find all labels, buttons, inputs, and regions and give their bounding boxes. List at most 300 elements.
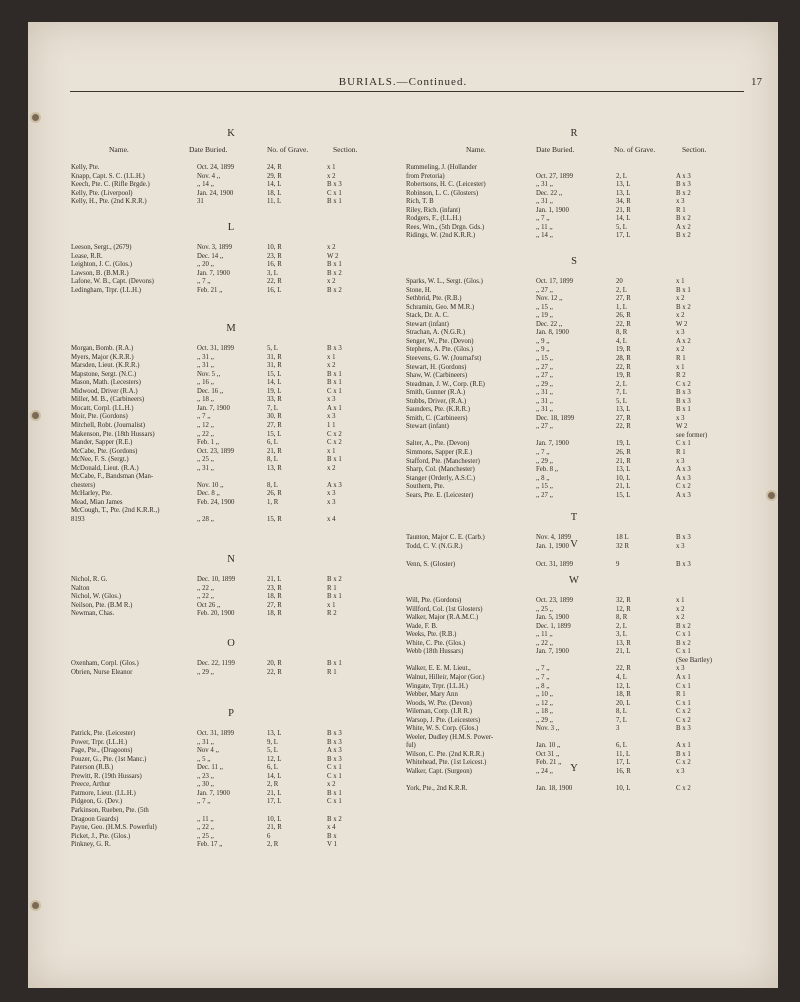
entry-section: C x 2 xyxy=(327,439,342,447)
burial-row xyxy=(406,207,742,215)
entry-date: ,, 7 ,, xyxy=(197,278,211,286)
burial-row xyxy=(406,287,742,295)
entry-date: Jan. 24, 1900 xyxy=(197,189,234,197)
entry-date: Oct. 23, 1899 xyxy=(536,597,574,604)
entry-grave: 21, R xyxy=(616,206,631,214)
entry-name: McHarley, Pte. xyxy=(71,490,112,498)
section-letter: S xyxy=(571,256,577,267)
entry-section: B x 3 xyxy=(327,345,342,352)
entry-section: B x 1 xyxy=(327,370,342,378)
entry-name: Stafford, Pte. (Manchester) xyxy=(406,457,480,465)
entry-name: Myers, Major (K.R.R.) xyxy=(71,353,134,361)
punch-hole xyxy=(768,492,775,499)
entry-name: Kelly, H., Pte. (2nd K.R.R.) xyxy=(71,198,147,206)
entry-grave: 32 R xyxy=(616,542,630,550)
entry-name: Nichol, W. (Glos.) xyxy=(71,593,122,601)
entry-date: ,, 31 ,, xyxy=(197,362,214,370)
entry-section: W 2 xyxy=(676,423,688,431)
burial-row xyxy=(71,371,391,379)
right-column xyxy=(406,98,742,948)
entry-date: Jan. 5, 1900 xyxy=(536,614,569,622)
entry-grave: 14, L xyxy=(616,215,631,223)
entry-date: Nov. 4 ,, xyxy=(197,172,221,180)
entry-name: Woods, W. Pte. (Devon) xyxy=(406,699,472,707)
entry-date: Nov. 4, 1899 xyxy=(536,534,572,541)
entry-section: B x 2 xyxy=(676,232,691,240)
entry-name: Rich, T. B xyxy=(406,198,434,206)
burial-row xyxy=(406,648,742,656)
entry-name: Stephens, A. Pte. (Glos.) xyxy=(406,346,474,354)
entry-date: ,, 27 ,, xyxy=(536,423,553,431)
entry-section: x 2 xyxy=(676,346,685,354)
burial-row xyxy=(71,473,391,481)
entry-date: Nov. 5 ,, xyxy=(197,370,221,378)
entry-date: ,, 29 ,, xyxy=(536,457,553,465)
entry-name: Walker, Capt. (Surgeon) xyxy=(406,768,472,775)
burial-row xyxy=(71,198,391,206)
entry-date: Oct. 23, 1899 xyxy=(197,447,235,455)
entry-date: Dec. 1, 1899 xyxy=(536,622,571,630)
entry-grave: 8, L xyxy=(267,456,278,464)
entry-name: Mapstone, Sergt. (N.C.) xyxy=(71,370,137,378)
entry-name: Paterson (R.B.) xyxy=(71,764,114,772)
entry-grave: 32, R xyxy=(616,597,631,604)
burial-row xyxy=(406,466,742,474)
entry-section: C x 1 xyxy=(327,798,342,806)
burial-row xyxy=(71,278,391,286)
burial-row xyxy=(71,516,391,524)
entry-grave: 16, R xyxy=(616,768,631,775)
entry-section: x 2 xyxy=(327,278,336,286)
entry-section: x 4 xyxy=(327,824,336,832)
entry-grave: 29, R xyxy=(267,172,282,180)
entry-section: A x 1 xyxy=(327,404,342,412)
entry-name: Willford, Col. (1st Glosters) xyxy=(406,605,483,613)
section-letter: K xyxy=(227,128,235,139)
entry-section: x 2 xyxy=(676,605,685,613)
entry-grave: 21, L xyxy=(267,789,282,797)
entry-name: Smith, Gunner (R.A.) xyxy=(406,389,466,397)
entry-date: Dec. 10, 1899 xyxy=(197,576,236,583)
entry-section: x 1 xyxy=(676,363,685,371)
entry-grave: 33, R xyxy=(267,396,282,404)
entry-section: x 2 xyxy=(327,464,336,472)
entry-section: C x 1 xyxy=(327,764,342,772)
burial-row xyxy=(71,824,391,832)
entry-date: ,, 10 ,, xyxy=(536,691,553,699)
burial-row xyxy=(406,606,742,614)
entry-section: x 1 xyxy=(327,353,336,361)
entry-date: Jan. 7, 1900 xyxy=(197,789,230,797)
burial-row xyxy=(406,657,742,665)
entry-name: Simmons, Sapper (R.E.) xyxy=(406,449,473,456)
entry-name: Prewitt, R. (19th Hussars) xyxy=(71,772,142,780)
entry-grave: 21, L xyxy=(267,576,282,583)
entry-name: Stewart, H. (Gordons) xyxy=(406,363,467,371)
entry-date: Dec. 11 ,, xyxy=(197,764,223,772)
entry-grave: 10, L xyxy=(616,785,631,792)
entry-grave: 6, L xyxy=(267,439,278,447)
entry-name: Wade, F. B. xyxy=(406,622,438,630)
entry-section: x 3 xyxy=(676,414,685,422)
entry-grave: 13, L xyxy=(616,181,631,189)
entry-section: C x 1 xyxy=(327,189,342,197)
entry-section: x 2 xyxy=(327,172,336,180)
entry-grave: 10, R xyxy=(267,244,282,251)
entry-grave: 5, L xyxy=(616,397,627,405)
entry-date: Oct 26 ,, xyxy=(197,601,221,609)
entry-date: ,, 31 ,, xyxy=(197,738,214,746)
entry-name: Neilson, Pte. (B.M R.) xyxy=(71,601,133,609)
entry-grave: 7, L xyxy=(267,404,278,412)
entry-name: Robertsons, H. C. (Leicester) xyxy=(406,181,486,189)
entry-grave: 20 xyxy=(616,278,623,285)
entry-date: ,, 22 ,, xyxy=(197,430,214,438)
entry-date: ,, 15 ,, xyxy=(536,303,553,311)
entry-section: R 1 xyxy=(327,584,337,592)
entry-name: Knapp, Capt. S. C. (I.L.H.) xyxy=(71,172,145,180)
entry-date: ,, 15 ,, xyxy=(536,483,553,491)
entry-date: Feb. 17 ,, xyxy=(197,841,223,849)
entry-section: A x 3 xyxy=(676,172,691,180)
entry-grave: 22, R xyxy=(616,320,631,328)
entry-date: Jan. 8, 1900 xyxy=(536,329,569,337)
entry-name: Shaw, W. (Carbineers) xyxy=(406,372,468,380)
entry-name: Schramin, Geo. M M.R.) xyxy=(406,303,475,311)
entry-date: Dec. 18, 1899 xyxy=(536,414,575,422)
entry-date: ,, 29 ,, xyxy=(536,380,553,388)
entry-section: x 3 xyxy=(676,768,685,775)
entry-name: Pinkney, G. R. xyxy=(71,841,111,849)
entry-name: Rummeling, J. (Hollander xyxy=(406,164,477,171)
entry-date: ,, 29 ,, xyxy=(536,716,553,724)
entry-grave: 10, L xyxy=(267,815,282,823)
entry-grave: 13, R xyxy=(267,464,282,472)
document-page xyxy=(28,22,778,988)
entry-name: Lafone, W. B., Capt. (Devons) xyxy=(71,278,154,286)
entry-section: A x 3 xyxy=(676,474,691,482)
entry-date: ,, 22 ,, xyxy=(197,824,214,832)
entry-name: Keech, Pte. C. (Rifle Brgde.) xyxy=(71,181,150,189)
burial-row xyxy=(406,389,742,397)
entry-date: ,, 31 ,, xyxy=(536,406,553,414)
entry-grave: 21, R xyxy=(267,447,282,455)
entry-grave: 27, R xyxy=(616,295,631,303)
entry-name: Riley, Rich. (infant) xyxy=(406,206,461,214)
section-letter: L xyxy=(227,222,235,233)
burial-row xyxy=(406,329,742,337)
burial-row xyxy=(71,465,391,473)
entry-name: Kelly, Pte. (Liverpool) xyxy=(71,189,133,197)
entry-section: V 1 xyxy=(327,841,337,849)
entry-name: 8193 xyxy=(71,516,85,523)
entry-section: C x 2 xyxy=(676,380,691,388)
entry-name: Marsden, Lieut. (K.R.R.) xyxy=(71,362,140,370)
entry-name: Page, Pte., (Dragoons) xyxy=(71,747,133,755)
entry-grave: 27, R xyxy=(267,601,282,609)
punch-hole xyxy=(32,412,39,419)
entry-name: Lawson, B. (B.M.R.) xyxy=(71,269,129,277)
burial-row xyxy=(406,278,742,286)
burial-row xyxy=(71,730,391,738)
entry-grave: 4, L xyxy=(616,337,627,345)
entry-grave: 21, L xyxy=(616,648,631,656)
entry-date: Jan. 1, 1900 xyxy=(536,542,569,550)
burial-row xyxy=(71,781,391,789)
entry-name: Picket, J., Pte. (Glos.) xyxy=(71,832,131,840)
entry-grave: 13, L xyxy=(616,466,631,474)
entry-name: Southern, Pte. xyxy=(406,483,445,491)
entry-grave: 22, R xyxy=(616,423,631,431)
entry-date: ,, 31 ,, xyxy=(197,353,214,361)
entry-grave: 3, L xyxy=(267,269,278,277)
burial-row xyxy=(71,270,391,278)
burial-row xyxy=(71,422,391,430)
column-headers xyxy=(406,145,742,155)
entry-name: from Pretoria) xyxy=(406,172,445,180)
entry-grave: 26, R xyxy=(267,490,282,498)
entry-section: C x 1 xyxy=(327,772,342,780)
entry-date: ,, 7 ,, xyxy=(197,413,211,421)
burial-row xyxy=(406,614,742,622)
entry-name: Smith, C. (Carbineers) xyxy=(406,414,468,422)
burial-row xyxy=(71,756,391,764)
entry-grave: 26, R xyxy=(616,449,631,456)
entry-name: Sparks, W. L., Sergt. (Glos.) xyxy=(406,278,483,285)
entry-grave: 12, R xyxy=(616,605,631,613)
entry-name: Lease, R.R. xyxy=(71,252,103,260)
entry-date: Oct. 31, 1899 xyxy=(197,730,235,737)
entry-name: Saunders, Pte. (K.R.R.) xyxy=(406,406,470,414)
entry-section: B x 3 xyxy=(676,389,691,397)
entry-date: Dec. 8 ,, xyxy=(197,490,220,498)
burial-row xyxy=(406,398,742,406)
burial-row xyxy=(406,597,742,605)
burial-row xyxy=(71,181,391,189)
entry-date: ,, 16 ,, xyxy=(197,379,214,387)
entry-name: Warsop, J. Pte. (Leicesters) xyxy=(406,716,481,724)
entry-date: ,, 23 ,, xyxy=(197,772,214,780)
entry-grave: 1, L xyxy=(616,303,627,311)
entry-section: W 2 xyxy=(676,320,688,328)
entry-section: R 1 xyxy=(327,668,337,676)
header-section: Section. xyxy=(682,145,707,154)
entry-date: ,, 25 ,, xyxy=(197,456,214,464)
entry-section: R 1 xyxy=(676,206,686,214)
entry-grave: 14, L xyxy=(267,181,282,189)
burial-row xyxy=(71,345,391,353)
entry-section: A x 1 xyxy=(676,742,691,750)
burial-row xyxy=(406,312,742,320)
entry-section: B x 3 xyxy=(676,181,691,189)
entry-section: B x 1 xyxy=(327,593,342,601)
entry-name: McCabe, Pte. (Gordons) xyxy=(71,447,138,455)
entry-date: ,, 31 ,, xyxy=(536,181,553,189)
entry-grave: 34, R xyxy=(616,198,631,206)
entry-section: x 2 xyxy=(676,614,685,622)
entry-name: Parkinson, Rueben, Pte. (5th xyxy=(71,806,149,814)
burial-row xyxy=(406,631,742,639)
entry-grave: 27, R xyxy=(616,414,631,422)
entry-grave: 5, L xyxy=(616,223,627,231)
entry-name: Kelly, Pte. xyxy=(71,164,100,171)
entry-name: Patmore, Lieut. (I.L.H.) xyxy=(71,789,136,797)
entry-grave: 31, R xyxy=(267,353,282,361)
entry-grave: 18, R xyxy=(267,610,282,618)
entry-section: R 1 xyxy=(676,354,686,362)
header-name: Name. xyxy=(466,145,486,154)
burial-row xyxy=(71,173,391,181)
entry-grave: 3 xyxy=(616,725,620,733)
entry-date: ,, 27 ,, xyxy=(536,363,553,371)
entry-section: x 1 xyxy=(676,278,685,285)
entry-name: Stewart (infant) xyxy=(406,320,449,328)
entry-name: McDonald, Lieut. (R.A.) xyxy=(71,464,139,472)
entry-grave: 13, L xyxy=(616,189,631,197)
burial-row xyxy=(71,482,391,490)
entry-section: A x 1 xyxy=(676,673,691,681)
entry-grave: 6, L xyxy=(267,764,278,772)
entry-name: Power, Trpr. (I.L.H.) xyxy=(71,738,128,746)
burial-row xyxy=(406,423,742,431)
header-name: Name. xyxy=(109,145,129,154)
entry-section: B x 2 xyxy=(676,189,691,197)
entry-date: Dec. 22 ,, xyxy=(536,320,563,328)
burial-row xyxy=(406,475,742,483)
entry-grave: 17, L xyxy=(616,759,631,767)
section-letter: Y xyxy=(570,763,578,774)
burial-row xyxy=(406,338,742,346)
entry-name: Mander, Sapper (R.E.) xyxy=(71,439,133,447)
entry-grave: 27, R xyxy=(267,421,282,429)
entry-name: Sears, Pte. E. (Leicester) xyxy=(406,491,474,499)
entry-name: Stone, H. xyxy=(406,286,432,294)
entry-date: Jan. 7, 1900 xyxy=(197,404,230,412)
entry-name: Pidgeon, G. (Dev.) xyxy=(71,798,123,806)
entry-name: Rodgers, F., (I.L.H.) xyxy=(406,215,462,223)
entry-date: ,, 31 ,, xyxy=(536,198,553,206)
entry-date: ,, 22 ,, xyxy=(197,584,214,592)
entry-name: Stanger (Orderly, A.S.C.) xyxy=(406,474,476,482)
burial-row xyxy=(71,747,391,755)
entry-grave: 22, R xyxy=(616,363,631,371)
entry-section: C x 1 xyxy=(327,387,342,395)
entry-name: Senger, W., Pte. (Devon) xyxy=(406,337,474,345)
entry-name: Morgan, Bomb. (R.A.) xyxy=(71,345,134,352)
entry-section: C x 1 xyxy=(676,440,691,448)
burial-row xyxy=(406,483,742,491)
entry-name: Strachan, A. (N.G.R.) xyxy=(406,329,466,337)
burial-row xyxy=(406,708,742,716)
entry-date: Jan. 7, 1900 xyxy=(536,648,569,656)
entry-name: Mason, Math. (Lecesters) xyxy=(71,379,141,387)
entry-section: x 3 xyxy=(327,490,336,498)
section-letter: V xyxy=(570,539,578,550)
burial-row xyxy=(406,215,742,223)
burial-row xyxy=(406,440,742,448)
header-grave: No. of Grave. xyxy=(614,145,656,154)
burial-row xyxy=(406,381,742,389)
entry-date: ,, 31 ,, xyxy=(536,389,553,397)
entry-section: x 3 xyxy=(676,542,685,550)
entry-section: x 3 xyxy=(676,198,685,206)
header-rule xyxy=(70,91,744,92)
burial-row xyxy=(406,232,742,240)
entry-name: Wilson, C. Pte. (2nd K.R.R.) xyxy=(406,750,485,758)
entry-grave: 28, R xyxy=(616,354,631,362)
burial-row xyxy=(71,773,391,781)
entry-section: A x 3 xyxy=(327,747,342,755)
burial-row xyxy=(406,372,742,380)
entry-date: ,, 12 ,, xyxy=(197,421,214,429)
entry-section: x 3 xyxy=(676,329,685,337)
burial-row xyxy=(71,660,391,668)
entry-name: Midwood, Driver (R.A.) xyxy=(71,387,138,395)
entry-grave: 11, L xyxy=(616,750,631,758)
entry-grave: 16, R xyxy=(267,261,282,269)
burial-row xyxy=(71,790,391,798)
entry-section: x 1 xyxy=(676,597,685,604)
entry-section: C x 1 xyxy=(676,648,691,656)
burial-row xyxy=(406,725,742,733)
burial-row xyxy=(406,717,742,725)
burial-row xyxy=(406,674,742,682)
entry-section: R 2 xyxy=(676,372,686,380)
entry-section: x 2 xyxy=(327,244,336,251)
entry-date: ,, 8 ,, xyxy=(536,682,550,690)
entry-grave: 2, R xyxy=(267,781,279,789)
entry-date: ,, 27 ,, xyxy=(536,372,553,380)
entry-section: x 2 xyxy=(676,312,685,320)
entry-grave: 21, R xyxy=(267,824,282,832)
entry-date: Feb. 21 ,, xyxy=(197,286,223,294)
entry-name: Rees, Wm., (5th Drgn. Gds.) xyxy=(406,223,485,231)
entry-name: Stubbs, Driver, (R.A.) xyxy=(406,397,467,405)
entry-date: ,, 7 ,, xyxy=(536,665,550,673)
entry-grave: 22, R xyxy=(616,665,631,673)
entry-grave: 14, L xyxy=(267,772,282,780)
burial-row xyxy=(71,585,391,593)
entry-name: Will, Pte. (Gordons) xyxy=(406,597,462,604)
burial-row xyxy=(406,181,742,189)
entry-section: x 2 xyxy=(327,362,336,370)
entry-date: Feb. 20, 1900 xyxy=(197,610,235,618)
burial-row xyxy=(71,610,391,618)
punch-hole xyxy=(32,902,39,909)
entry-section: B x xyxy=(327,832,337,840)
burial-row xyxy=(71,669,391,677)
entry-section: A x 3 xyxy=(327,481,342,489)
entry-name: Venn, S. (Gloster) xyxy=(406,561,456,568)
entry-section: R 1 xyxy=(676,691,686,699)
entry-date: Oct. 24, 1899 xyxy=(197,164,235,171)
entry-grave: 12, L xyxy=(616,682,631,690)
entry-grave: 15, L xyxy=(267,370,282,378)
entry-grave: 31, R xyxy=(267,362,282,370)
entry-section: x 2 xyxy=(676,295,685,303)
entry-date: ,, 25 ,, xyxy=(536,605,553,613)
entry-grave: 26, R xyxy=(616,312,631,320)
entry-section: A x 2 xyxy=(676,223,691,231)
entry-date: ,, 18 ,, xyxy=(536,708,553,716)
entry-section: C x 2 xyxy=(327,430,342,438)
burial-row xyxy=(71,841,391,849)
entry-name: Robinson, L. C. (Glosters) xyxy=(406,189,479,197)
entry-name: Stewart (infant) xyxy=(406,423,449,431)
entry-name: Wileman, Corp. (I.R R.) xyxy=(406,708,472,716)
entry-section: C x 1 xyxy=(676,699,691,707)
entry-grave: 8, L xyxy=(616,708,627,716)
